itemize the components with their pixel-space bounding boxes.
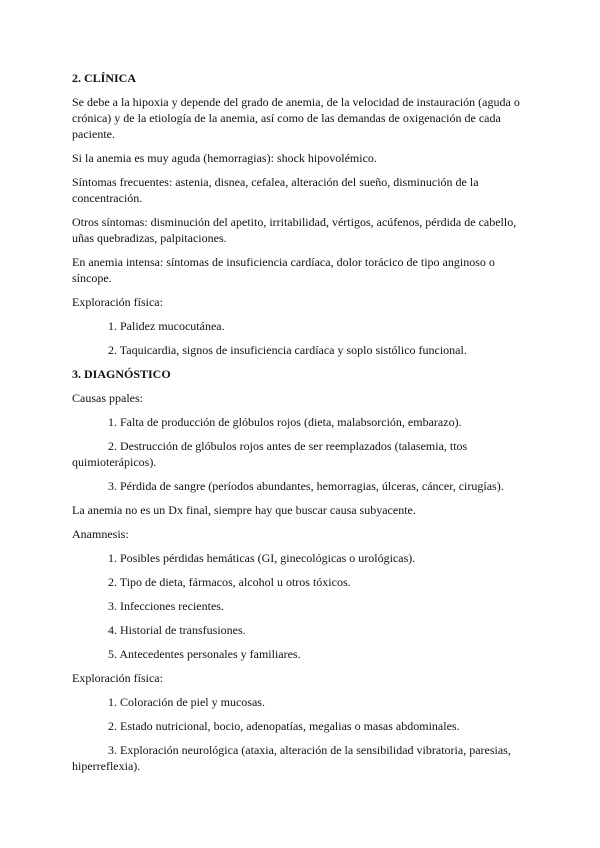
list-item: 3. Pérdida de sangre (períodos abundantes, hemorragias, úlceras, cáncer, cirugías). <box>108 479 504 493</box>
anamnesis-label: Anamnesis: <box>72 527 129 541</box>
list-item: 2. Estado nutricional, bocio, adenopatías, megalias o masas abdominales. <box>108 719 460 733</box>
list-item: 5. Antecedentes personales y familiares. <box>108 647 301 661</box>
clinica-anemia-intensa: En anemia intensa: síntomas de insuficiencia cardíaca, dolor torácico de tipo anginoso o síncope. <box>72 255 495 285</box>
clinica-anemia-aguda: Si la anemia es muy aguda (hemorragias): shock hipovolémico. <box>72 151 377 165</box>
list-item: 1. Posibles pérdidas hemáticas (GI, ginecológicas o urológicas). <box>108 551 416 565</box>
clinica-exploracion-label: Exploración física: <box>72 295 163 309</box>
causas-label: Causas ppales: <box>72 391 143 405</box>
list-item: 2. Tipo de dieta, fármacos, alcohol u otros tóxicos. <box>108 575 351 589</box>
section-diagnostico <box>72 366 530 774</box>
heading-diagnostico: 3. DIAGNÓSTICO <box>72 367 171 381</box>
list-item: 1. Falta de producción de glóbulos rojos (dieta, malabsorción, embarazo). <box>108 415 462 429</box>
diagnostico-nota: La anemia no es un Dx final, siempre hay que buscar causa subyacente. <box>72 503 416 517</box>
diagnostico-exploracion-label: Exploración física: <box>72 671 163 685</box>
list-item: 2. Taquicardia, signos de insuficiencia cardíaca y soplo sistólico funcional. <box>108 343 467 357</box>
clinica-sintomas-frecuentes: Síntomas frecuentes: astenia, disnea, cefalea, alteración del sueño, disminución de la concentración. <box>72 175 479 205</box>
list-item: 3. Infecciones recientes. <box>108 599 224 613</box>
clinica-otros-sintomas: Otros síntomas: disminución del apetito, irritabilidad, vértigos, acúfenos, pérdida de cabello, uñas quebradizas, palpitaciones. <box>72 215 517 245</box>
list-item: 2. Destrucción de glóbulos rojos antes de ser reemplazados (talasemia, ttos quimioterápicos). <box>72 439 468 469</box>
clinica-intro: Se debe a la hipoxia y depende del grado de anemia, de la velocidad de instauración (aguda o crónica) y de la etiología de la anemia, así como de las demandas de oxigenación de cada paciente. <box>72 95 520 141</box>
list-item: 1. Palidez mucocutánea. <box>108 319 225 333</box>
heading-clinica: 2. CLÍNICA <box>72 71 137 85</box>
list-item: 1. Coloración de piel y mucosas. <box>108 695 265 709</box>
section-clinica <box>72 70 530 358</box>
list-item: 4. Historial de transfusiones. <box>108 623 246 637</box>
list-item: 3. Exploración neurológica (ataxia, alteración de la sensibilidad vibratoria, paresias, hiperreflexia). <box>72 743 511 773</box>
